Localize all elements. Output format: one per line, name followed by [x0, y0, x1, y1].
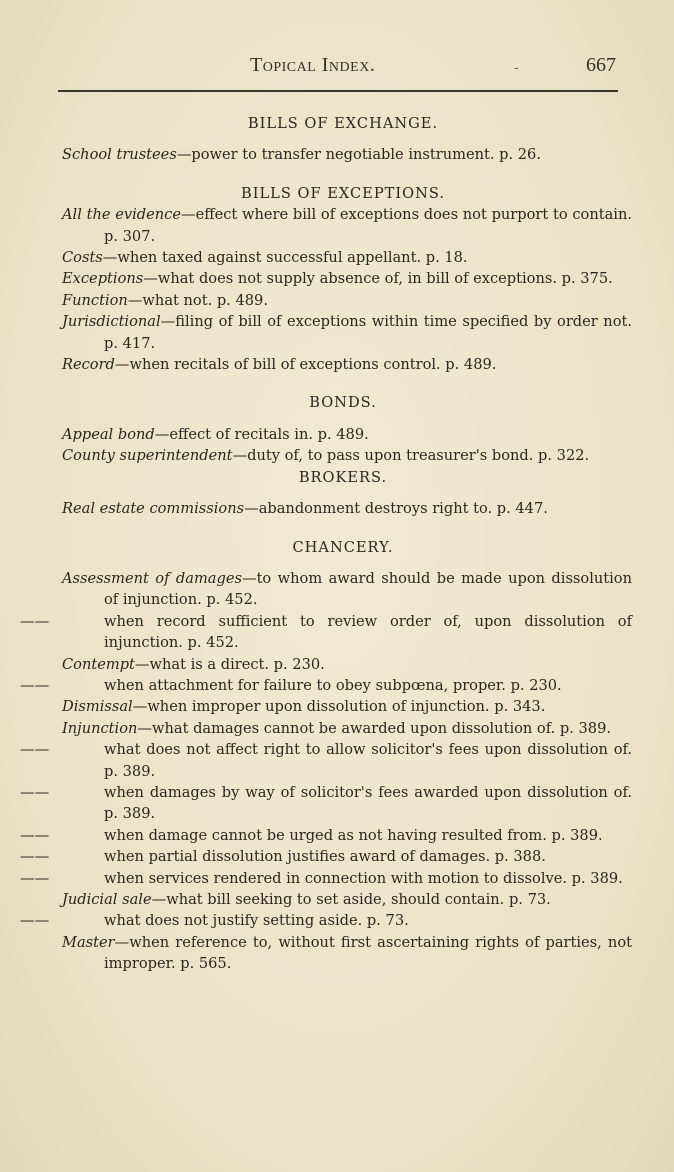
entry-term: Dismissal: [62, 698, 133, 716]
index-subentry: [20, 739, 632, 782]
section-heading: CHANCERY.: [292, 538, 394, 556]
index-entry: [62, 696, 632, 717]
entry-term: County superintendent: [62, 447, 233, 465]
entry-text: what does not justify setting aside. p. 73.: [104, 912, 409, 930]
index-entry: [62, 498, 632, 519]
entry-text: —what not. p. 489.: [127, 291, 268, 309]
ditto-dash: ——: [20, 848, 50, 866]
entry-text: —when recitals of bill of exceptions control. p. 489.: [114, 356, 497, 374]
entry-term: Costs: [62, 249, 103, 267]
entry-term: Injunction: [62, 719, 138, 737]
entry-text: —when taxed against successful appellant. p. 18.: [102, 249, 468, 267]
index-entry: [62, 932, 632, 975]
entry-text: —to whom award should be made upon dissolution of injunction. p. 452.: [104, 569, 632, 609]
entry-text: when damages by way of solicitor's fees awarded upon dissolution of. p. 389.: [104, 783, 632, 823]
entry-text: —abandonment destroys right to. p. 447.: [244, 500, 548, 518]
index-subentry: [20, 675, 632, 696]
entry-term: Record: [62, 356, 115, 374]
entry-term: Exceptions: [62, 270, 144, 288]
index-subentry: [20, 782, 632, 825]
entry-text: what does not affect right to allow solicitor's fees upon dissolution of. p. 389.: [104, 741, 632, 780]
index-entry: [62, 204, 632, 247]
entry-term: School trustees: [62, 146, 177, 164]
entry-text: —duty of, to pass upon treasurer's bond. p. 322.: [232, 447, 590, 465]
index-entry: [62, 424, 632, 445]
ditto-dash: ——: [20, 676, 50, 694]
entry-term: All the evidence: [62, 206, 181, 224]
ditto-dash: ——: [20, 869, 50, 887]
section-heading: BILLS OF EXCHANGE.: [247, 115, 439, 132]
entry-text: —power to transfer negotiable instrument. p. 26.: [176, 146, 541, 164]
entry-text: —effect of recitals in. p. 489.: [154, 425, 369, 443]
entry-text: when damage cannot be urged as not having resulted from. p. 389.: [104, 826, 603, 844]
entry-text: —filing of bill of exceptions within time specified by order not. p. 417.: [104, 313, 632, 352]
section-heading: BROKERS.: [298, 468, 388, 486]
entry-term: Appeal bond: [62, 425, 155, 443]
ditto-dash: ——: [20, 912, 50, 930]
entry-term: Master: [62, 933, 115, 951]
index-entry: [62, 247, 632, 268]
ditto-dash: ——: [20, 741, 50, 759]
entry-term: Function: [62, 291, 128, 309]
index-subentry: [20, 825, 632, 846]
running-header-title: Topical Index.: [250, 54, 376, 76]
section-heading: BONDS.: [309, 394, 377, 412]
entry-text: when record sufficient to review order of, upon dissolution of injunction. p. 452.: [104, 612, 632, 652]
index-subentry: [20, 611, 632, 654]
ditto-dash: ——: [20, 612, 50, 630]
index-entry: [62, 889, 632, 910]
index-entry: [62, 268, 632, 289]
entry-term: Real estate commissions: [62, 500, 245, 518]
section-heading: BILLS OF EXCEPTIONS.: [240, 184, 445, 202]
entry-text: —when improper upon dissolution of injunction. p. 343.: [132, 698, 546, 716]
index-subentry: [20, 868, 632, 889]
entry-term: Jurisdictional: [62, 313, 161, 331]
entry-text: —effect where bill of exceptions does not purport to contain. p. 307.: [104, 206, 632, 245]
index-entry: [62, 445, 632, 466]
index-subentry: [20, 846, 632, 867]
index-entry: [62, 144, 632, 165]
entry-text: —what bill seeking to set aside, should contain. p. 73.: [151, 891, 551, 908]
entry-term: Assessment of damages: [62, 569, 242, 587]
index-entry: [62, 654, 632, 675]
entry-text: when partial dissolution justifies award of damages. p. 388.: [104, 848, 546, 866]
index-entry: [62, 718, 632, 739]
entry-text: when attachment for failure to obey subpœna, proper. p. 230.: [104, 676, 562, 694]
header-dash: -: [514, 60, 519, 76]
entry-term: Contempt: [62, 655, 135, 673]
entry-text: —what damages cannot be awarded upon dissolution of. p. 389.: [137, 719, 611, 737]
entry-term: Judicial sale: [62, 891, 152, 908]
ditto-dash: ——: [20, 826, 50, 844]
ditto-dash: ——: [20, 783, 50, 801]
index-content: [20, 113, 632, 975]
index-entry: [62, 290, 632, 311]
entry-text: —what is a direct. p. 230.: [134, 655, 325, 673]
header-rule: [58, 90, 618, 92]
page-number: 667: [586, 54, 616, 76]
index-entry: [62, 311, 632, 354]
entry-text: —what does not supply absence of, in bill of exceptions. p. 375.: [143, 270, 613, 288]
index-entry: [62, 354, 632, 375]
entry-text: when services rendered in connection with motion to dissolve. p. 389.: [104, 869, 623, 887]
index-entry: [62, 568, 632, 611]
entry-text: —when reference to, without first ascertaining rights of parties, not improper. p. 565.: [104, 933, 632, 973]
index-subentry: [20, 910, 632, 931]
